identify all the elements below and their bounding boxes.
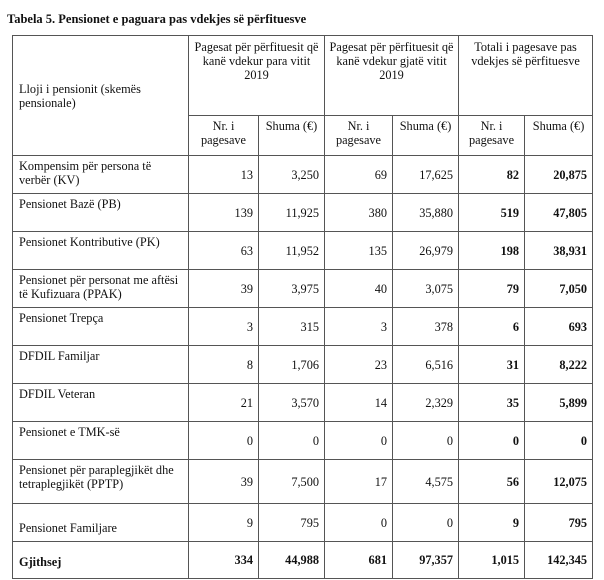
subheader-amount: Shuma (€) [259, 116, 325, 156]
table-row [13, 270, 593, 308]
count-total-cell: 35 [459, 384, 525, 422]
pension-type-cell: Pensionet për personat me aftësi të Kufizuara (PPAK) [13, 270, 189, 308]
amount-before-cell: 315 [259, 308, 325, 346]
amount-total-cell: 7,050 [525, 270, 593, 308]
count-total-cell: 9 [459, 504, 525, 542]
count-during-cell: 3 [325, 308, 393, 346]
amount-total-cell: 8,222 [525, 346, 593, 384]
pension-type-cell: Pensionet e TMK-së [13, 422, 189, 460]
group-header-before-2019: Pagesat për përfituesit që kanë vdekur para vitit 2019 [189, 36, 325, 116]
amount-total-cell: 795 [525, 504, 593, 542]
table-row [13, 460, 593, 504]
count-total-cell: 56 [459, 460, 525, 504]
amount-during-cell: 0 [393, 504, 459, 542]
table-row [13, 156, 593, 194]
amount-before-cell: 11,952 [259, 232, 325, 270]
count-before-cell: 21 [189, 384, 259, 422]
amount-total-cell: 47,805 [525, 194, 593, 232]
pension-type-cell: Pensionet Kontributive (PK) [13, 232, 189, 270]
count-during-cell: 0 [325, 422, 393, 460]
count-before-cell: 139 [189, 194, 259, 232]
count-before-cell: 3 [189, 308, 259, 346]
count-during-cell: 14 [325, 384, 393, 422]
pension-type-cell: DFDIL Veteran [13, 384, 189, 422]
count-before-cell: 0 [189, 422, 259, 460]
count-during-cell: 23 [325, 346, 393, 384]
amount-before-cell: 1,706 [259, 346, 325, 384]
count-before-cell: 39 [189, 270, 259, 308]
amount-during-cell: 0 [393, 422, 459, 460]
amount-before-cell: 7,500 [259, 460, 325, 504]
pension-type-cell: Kompensim për persona të verbër (KV) [13, 156, 189, 194]
count-before-cell: 334 [189, 542, 259, 579]
count-during-cell: 380 [325, 194, 393, 232]
amount-during-cell: 378 [393, 308, 459, 346]
amount-during-cell: 17,625 [393, 156, 459, 194]
table-row [13, 504, 593, 542]
amount-total-cell: 693 [525, 308, 593, 346]
amount-before-cell: 0 [259, 422, 325, 460]
amount-before-cell: 3,570 [259, 384, 325, 422]
group-header-during-2019: Pagesat për përfituesit që kanë vdekur gjatë vitit 2019 [325, 36, 459, 116]
count-during-cell: 0 [325, 504, 393, 542]
amount-during-cell: 3,075 [393, 270, 459, 308]
count-before-cell: 63 [189, 232, 259, 270]
group-header-total: Totali i pagesave pas vdekjes së përfituesve [459, 36, 593, 116]
count-total-cell: 31 [459, 346, 525, 384]
table-row [13, 194, 593, 232]
pension-table [12, 35, 593, 579]
table-row [13, 346, 593, 384]
amount-during-cell: 97,357 [393, 542, 459, 579]
amount-total-cell: 20,875 [525, 156, 593, 194]
pension-type-cell: Pensionet Familjare [13, 504, 189, 542]
table-row [13, 308, 593, 346]
amount-during-cell: 6,516 [393, 346, 459, 384]
pension-type-cell: DFDIL Familjar [13, 346, 189, 384]
table-body [13, 156, 593, 579]
pension-type-cell: Pensionet për paraplegjikët dhe tetraplegjikët (PPTP) [13, 460, 189, 504]
count-total-cell: 198 [459, 232, 525, 270]
amount-total-cell: 142,345 [525, 542, 593, 579]
amount-total-cell: 38,931 [525, 232, 593, 270]
header-row [13, 36, 593, 116]
count-total-cell: 0 [459, 422, 525, 460]
amount-total-cell: 0 [525, 422, 593, 460]
table-caption: Tabela 5. Pensionet e paguara pas vdekjes së përfituesve [7, 12, 307, 26]
total-label: Gjithsej [13, 542, 189, 579]
amount-before-cell: 44,988 [259, 542, 325, 579]
row-label-header: Lloji i pensionit (skemës pensionale) [13, 36, 189, 156]
amount-during-cell: 35,880 [393, 194, 459, 232]
count-before-cell: 39 [189, 460, 259, 504]
count-during-cell: 135 [325, 232, 393, 270]
total-row [13, 542, 593, 579]
amount-during-cell: 2,329 [393, 384, 459, 422]
count-during-cell: 69 [325, 156, 393, 194]
amount-total-cell: 5,899 [525, 384, 593, 422]
amount-during-cell: 26,979 [393, 232, 459, 270]
amount-before-cell: 795 [259, 504, 325, 542]
amount-total-cell: 12,075 [525, 460, 593, 504]
subheader-amount: Shuma (€) [393, 116, 459, 156]
table-row [13, 384, 593, 422]
pension-type-cell: Pensionet Trepça [13, 308, 189, 346]
count-total-cell: 79 [459, 270, 525, 308]
count-before-cell: 9 [189, 504, 259, 542]
subheader-count: Nr. i pagesave [189, 116, 259, 156]
count-total-cell: 82 [459, 156, 525, 194]
count-total-cell: 1,015 [459, 542, 525, 579]
count-during-cell: 681 [325, 542, 393, 579]
count-before-cell: 13 [189, 156, 259, 194]
table-row [13, 422, 593, 460]
count-during-cell: 40 [325, 270, 393, 308]
subheader-count: Nr. i pagesave [459, 116, 525, 156]
count-during-cell: 17 [325, 460, 393, 504]
amount-before-cell: 3,975 [259, 270, 325, 308]
subheader-amount: Shuma (€) [525, 116, 593, 156]
pension-type-cell: Pensionet Bazë (PB) [13, 194, 189, 232]
count-before-cell: 8 [189, 346, 259, 384]
amount-before-cell: 3,250 [259, 156, 325, 194]
amount-during-cell: 4,575 [393, 460, 459, 504]
count-total-cell: 6 [459, 308, 525, 346]
count-total-cell: 519 [459, 194, 525, 232]
amount-before-cell: 11,925 [259, 194, 325, 232]
subheader-count: Nr. i pagesave [325, 116, 393, 156]
table-row [13, 232, 593, 270]
